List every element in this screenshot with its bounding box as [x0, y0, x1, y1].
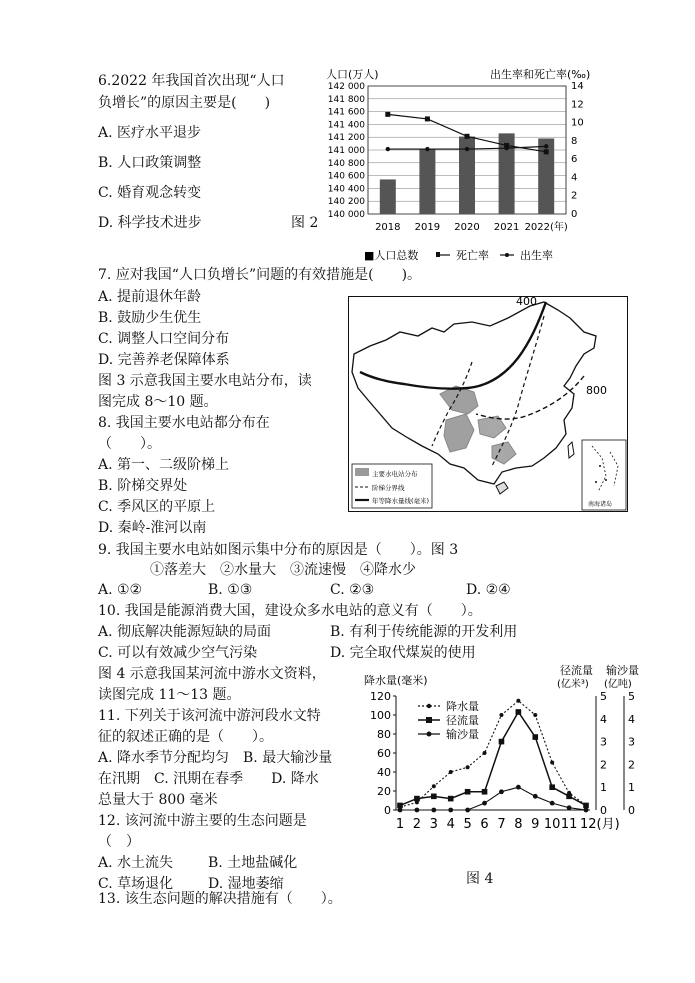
fig4-x-tick: 5: [463, 817, 472, 832]
inset-island: [595, 481, 597, 483]
fig2-left-tick: 141 600: [327, 107, 365, 118]
fig2-birth-point: [386, 147, 390, 151]
fig2-x-tick: 2018: [375, 222, 401, 233]
fig4-legend-sediment-marker: [427, 732, 432, 737]
q8-option-d: D. 秦岭-淮河以南: [98, 520, 207, 536]
fig2-birth-point: [465, 147, 469, 151]
q11-line3: A. 降水季节分配均匀 B. 最大输沙量: [98, 750, 333, 766]
fig4-sediment-tick: 3: [628, 735, 635, 749]
q12-option-a: A. 水土流失: [98, 855, 174, 871]
fig2-right-tick: 8: [571, 135, 578, 147]
fig2-left-tick: 141 400: [327, 120, 365, 131]
fig2-right-tick: 14: [571, 81, 584, 92]
fig4-runoff-point: [499, 739, 505, 745]
fig4-x-tick: 3: [429, 817, 438, 832]
fig2-left-tick: 141 200: [327, 133, 365, 144]
fig4-precip-point: [432, 784, 436, 788]
fig2-birth-point: [425, 147, 429, 151]
fig4-precip-point: [516, 699, 520, 703]
q12-stem-line2: （ ）: [98, 834, 140, 850]
fig2-population-bar: [419, 149, 435, 214]
fig4-precip-point: [483, 751, 487, 755]
fig4-runoff-tick: 5: [600, 690, 607, 703]
fig4-left-tick: 40: [377, 766, 391, 779]
fig4-sediment-point: [533, 794, 538, 799]
fig4-precip-point: [533, 713, 537, 717]
fig4-legend-runoff-marker: [426, 717, 432, 723]
figure-4-chart: [360, 662, 650, 834]
fig2-birth-point: [504, 146, 508, 150]
q9-option-c: C. ②③: [330, 582, 375, 598]
fig2-x-tick: 2019: [414, 222, 441, 233]
fig4-runoff-point: [566, 794, 572, 800]
fig3-intro-line1: 图 3 示意我国主要水电站分布，读: [98, 373, 312, 389]
fig4-sediment-point: [516, 785, 521, 790]
fig4-intro-line1: 图 4 示意我国某河流中游水文资料，: [98, 666, 326, 682]
fig4-runoff-tick: 0: [600, 804, 607, 817]
fig2-left-tick: 141 800: [327, 94, 365, 105]
legend-hydropower-swatch: [355, 468, 369, 476]
fig4-runoff-point: [431, 794, 437, 800]
q7-option-b: B. 鼓励少生优生: [98, 310, 202, 326]
fig4-sediment-tick: 5: [628, 690, 635, 703]
fig2-right-tick: 0: [571, 209, 578, 220]
fig2-right-tick: 2: [571, 190, 578, 202]
fig4-x-tick: 10: [543, 817, 561, 832]
fig4-sediment-point: [550, 801, 555, 806]
fig4-sediment-point: [465, 808, 470, 813]
fig4-sediment-tick: 1: [628, 781, 635, 795]
q6-stem-line2: 负增长”的原因主要是( ): [98, 95, 271, 111]
fig4-left-tick: 120: [370, 690, 391, 703]
fig2-right-tick: 12: [571, 99, 584, 111]
fig4-sediment-point: [499, 789, 504, 794]
figure-2-chart: [318, 66, 608, 266]
fig4-sediment-tick: 2: [628, 758, 635, 772]
fig2-x-tick: 2021: [493, 222, 520, 233]
q9-option-d: D. ②④: [466, 582, 511, 598]
fig4-legend-precip: 降水量: [446, 700, 479, 713]
fig2-x-tick: 2020: [454, 222, 480, 233]
fig2-population-bar: [380, 179, 396, 214]
legend-hydropower-text: 主要水电站分布: [372, 470, 418, 478]
q7-stem: 7. 应对我国“人口负增长”问题的有效措施是( )。: [98, 267, 422, 283]
q10-option-d: D. 完全取代煤炭的使用: [330, 645, 476, 661]
fig2-right-axis-title: 出生率和死亡率(‰): [490, 68, 591, 81]
fig4-x-tick: 12(月): [580, 817, 620, 832]
fig2-left-tick: 140 000: [327, 210, 365, 220]
q10-option-b: B. 有利于传统能源的开发利用: [330, 624, 518, 640]
fig2-death-point: [385, 112, 390, 117]
inset-label: 南海诸岛: [588, 501, 613, 508]
fig4-left-tick: 60: [377, 747, 391, 760]
fig4-runoff-point: [465, 789, 471, 795]
fig4-sediment-point: [584, 808, 589, 813]
isohyet-label-800: 800: [586, 384, 607, 397]
inset-island: [605, 479, 607, 481]
fig4-sediment-point: [415, 808, 420, 813]
q11-line2: 征的叙述正确的是（ ）。: [98, 729, 273, 745]
fig4-x-tick: 6: [480, 817, 489, 832]
fig4-runoff-tick: 3: [600, 735, 607, 749]
fig4-sediment-point: [482, 801, 487, 806]
fig4-precip-point: [466, 765, 470, 769]
fig2-left-tick: 140 400: [327, 184, 365, 195]
fig2-legend-birth: 出生率: [520, 249, 553, 262]
q7-option-a: A. 提前退休年龄: [98, 289, 202, 305]
q8-option-b: B. 阶梯交界处: [98, 478, 188, 494]
fig2-left-tick: 141 000: [327, 146, 365, 156]
fig2-right-tick: 6: [571, 154, 578, 166]
figure-3-map: [348, 296, 628, 512]
fig4-left-tick: 20: [377, 785, 391, 798]
fig4-x-tick: 8: [514, 817, 523, 832]
fig4-sediment-point: [448, 808, 453, 813]
fig2-right-tick: 4: [571, 172, 578, 184]
fig4-runoff-point: [516, 709, 522, 715]
fig2-death-point: [425, 116, 430, 121]
fig4-sediment-tick: 4: [628, 712, 635, 726]
fig2-birth-point: [544, 144, 548, 148]
legend-isohyet-text: 年等降水量线(毫米): [372, 497, 430, 505]
fig4-left-axis-title: 降水量(毫米): [364, 674, 428, 687]
fig4-x-tick: 2: [412, 817, 422, 832]
q9-items: ①落差大 ②水量大 ③流速慢 ④降水少: [150, 562, 416, 578]
fig2-death-point: [544, 149, 549, 154]
fig4-runoff-point: [414, 796, 420, 802]
isohyet-label-400: 400: [516, 296, 537, 308]
fig4-sediment-point: [431, 808, 436, 813]
fig2-left-tick: 140 800: [327, 158, 365, 169]
q8-option-c: C. 季风区的平原上: [98, 499, 216, 515]
fig4-runoff-tick: 4: [600, 712, 607, 726]
fig4-precip-point: [449, 770, 453, 774]
fig4-x-tick: 7: [497, 817, 506, 832]
fig2-left-tick: 140 200: [327, 197, 365, 208]
q12-option-d: D. 湿地萎缩: [208, 876, 284, 892]
fig4-sediment-point: [398, 808, 403, 813]
q8-stem-line1: 8. 我国主要水电站都分布在: [98, 415, 270, 431]
fig4-sediment-title: 输沙量: [606, 664, 639, 677]
fig4-sediment-point: [567, 805, 572, 810]
q12-stem-line1: 12. 该河流中游主要的生态问题是: [98, 813, 307, 829]
fig2-left-tick: 142 000: [327, 82, 365, 92]
fig4-precip-point: [550, 761, 554, 765]
fig4-left-tick: 80: [377, 728, 391, 741]
figure-2-label: 图 2: [291, 215, 319, 231]
fig4-x-tick: 4: [446, 817, 455, 832]
q10-stem: 10. 我国是能源消费大国，建设众多水电站的意义有（ ）。: [98, 603, 482, 619]
fig3-intro-line2: 图完成 8～10 题。: [98, 394, 218, 410]
q6-option-d: D. 科学技术进步: [98, 215, 202, 231]
figure-4-label: 图 4: [466, 871, 494, 887]
q8-option-a: A. 第一、二级阶梯上: [98, 457, 230, 473]
fig4-x-tick: 11: [560, 817, 578, 832]
fig4-runoff-point: [482, 789, 488, 795]
q11-line1: 11. 下列关于该河流中游河段水文特: [98, 708, 321, 724]
fig4-runoff-point: [532, 734, 538, 740]
fig4-runoff-point: [549, 784, 555, 790]
q9-option-a: A. ①②: [98, 582, 143, 598]
fig4-runoff-unit: (亿米³): [557, 679, 589, 690]
fig4-runoff-point: [397, 803, 403, 809]
q10-option-a: A. 彻底解决能源短缺的局面: [98, 624, 272, 640]
fig4-intro-line2: 读图完成 11～13 题。: [98, 687, 241, 703]
q11-line4: 在汛期 C. 汛期在春季 D. 降水: [98, 771, 319, 787]
fig2-left-axis-title: 人口(万人): [326, 68, 379, 81]
fig2-left-tick: 140 600: [327, 171, 365, 182]
fig4-x-tick: 9: [531, 817, 540, 832]
q6-option-c: C. 婚育观念转变: [98, 185, 202, 201]
fig4-runoff-point: [583, 803, 589, 809]
fig2-death-point: [465, 134, 470, 139]
fig2-legend-birth-marker: [505, 253, 509, 257]
fig4-left-tick: 0: [384, 804, 391, 817]
q6-option-a: A. 医疗水平退步: [98, 125, 202, 141]
fig2-right-tick: 10: [571, 117, 584, 129]
q9-option-b: B. ①③: [208, 582, 253, 598]
fig2-legend-death-marker: [436, 252, 440, 257]
fig4-legend-precip-marker: [427, 704, 431, 708]
fig4-legend-sediment: 输沙量: [446, 728, 479, 741]
q6-stem-line1: 6.2022 年我国首次出现“人口: [98, 73, 285, 89]
q13-stem: 13. 该生态问题的解决措施有（ ）。: [98, 891, 342, 907]
q8-stem-line2: （ ）。: [98, 436, 161, 452]
fig2-x-tick: 2022(年): [524, 222, 568, 233]
inset-island: [599, 465, 601, 467]
q7-option-c: C. 调整人口空间分布: [98, 331, 230, 347]
fig4-runoff-title: 径流量: [560, 664, 593, 677]
fig4-left-tick: 100: [370, 709, 391, 722]
q12-option-c: C. 草场退化: [98, 876, 174, 892]
fig4-runoff-point: [448, 796, 454, 802]
fig4-runoff-tick: 1: [600, 781, 607, 795]
q11-line5: 总量大于 800 毫米: [98, 792, 218, 808]
fig4-precip-point: [499, 713, 503, 717]
legend-step-text: 阶梯分界线: [372, 484, 405, 492]
fig2-legend-death: 死亡率: [456, 249, 489, 262]
fig4-sediment-tick: 0: [628, 804, 635, 817]
q7-option-d: D. 完善养老保障体系: [98, 352, 230, 368]
fig4-sediment-unit: (亿吨): [604, 679, 632, 690]
fig2-legend-population: ■人口总数: [364, 249, 419, 262]
fig4-runoff-tick: 2: [600, 758, 607, 772]
fig4-legend-runoff: 径流量: [446, 714, 479, 727]
fig4-x-tick: 1: [395, 817, 405, 832]
q12-option-b: B. 土地盐碱化: [208, 855, 298, 871]
q6-option-b: B. 人口政策调整: [98, 155, 202, 171]
south-china-sea-inset: [582, 440, 626, 510]
q10-option-c: C. 可以有效减少空气污染: [98, 645, 258, 661]
q9-stem: 9. 我国主要水电站如图示集中分布的原因是（ ）。图 3: [98, 542, 459, 558]
